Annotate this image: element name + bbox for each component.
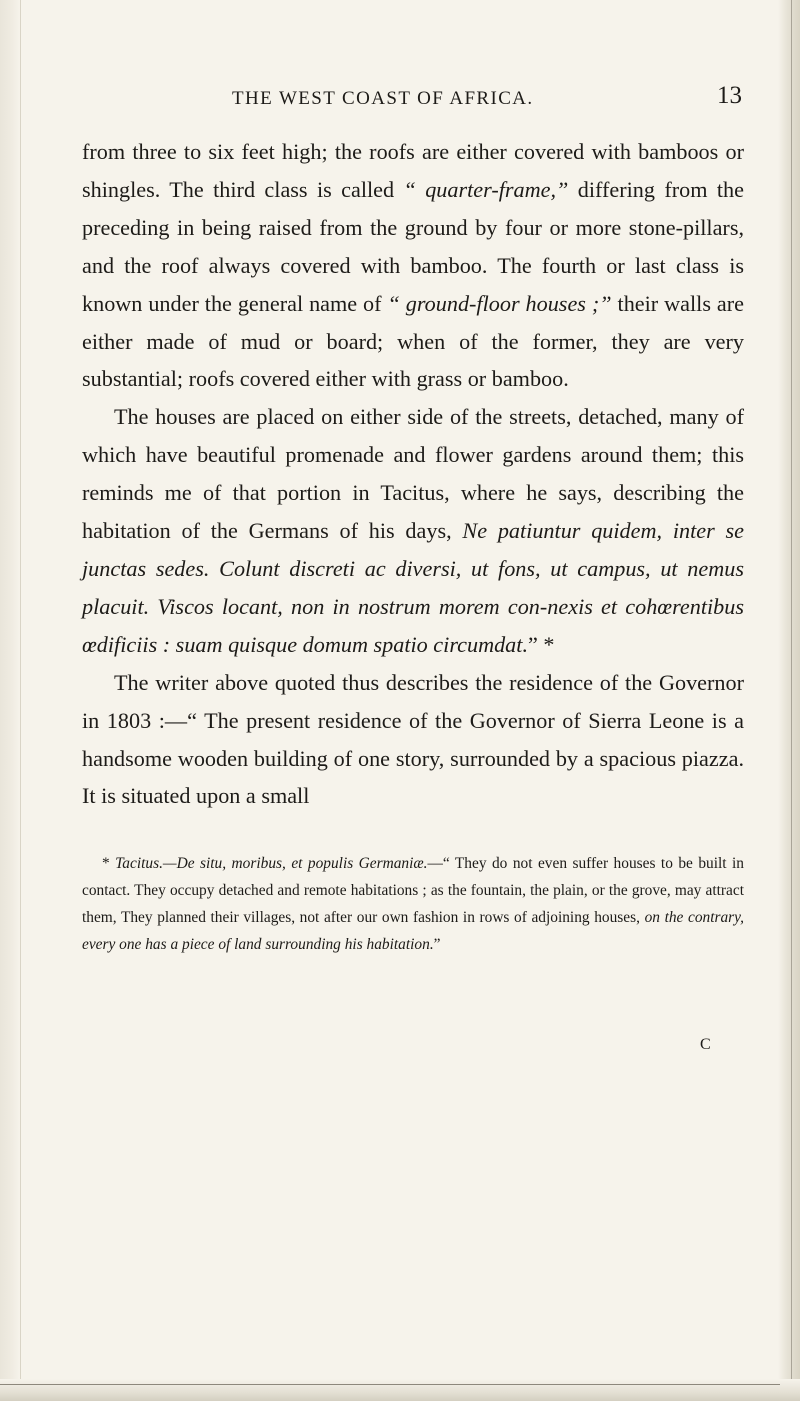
footnote	[82, 851, 744, 959]
paragraph-2	[82, 398, 744, 663]
text-run: The houses are placed on either side of the streets, detached, many of which have beautiful promenade and flower gardens around them; this reminds me of that portion in Tacitus, where he says, describing the habitation of the Germans of his days,	[82, 404, 744, 544]
text-run: The writer above quoted thus describes the residence of the Governor in 1803 :—“ The present residence of the Governor of Sierra Leone is a handsome wooden building of one story, surrounded by a spacious piazza. It is situated upon a small	[82, 669, 744, 809]
bottom-edge	[0, 1379, 800, 1401]
binding-edge	[0, 0, 21, 1401]
footnote-marker: *	[102, 855, 116, 872]
text-run: differing from the preceding in being raised from the ground by four or more stone-pillars, and the roof always covered with bamboo. The fourth or last class is known under the general name of	[82, 176, 744, 316]
footnote-italic-text: on the contrary, every one has a piece of land surrounding his habitation.	[82, 908, 744, 953]
latin-quotation: Ne patiuntur quidem, inter se junctas sedes. Colunt discreti ac diversi, ut fons, ut campus, ut nemus placuit. Viscos locant, non in nostrum morem con-nexis et cohœrentibus œdificiis : suam quisque domum spatio circumdat.	[82, 518, 744, 657]
footnote-text: ”	[433, 935, 441, 953]
text-run: ” *	[528, 631, 555, 657]
bottom-line	[0, 1384, 780, 1385]
footnote-text: —“ They do not even suffer houses to be built in contact. They occupy detached and remote habitations ; as the fountain, the plain, or the grove, may attract them, They planned their villages, not after our own fashion in rows of adjoining houses,	[82, 855, 744, 926]
footnote-paragraph	[82, 851, 744, 959]
paragraph-3	[82, 664, 744, 816]
footnote-source: Tacitus.—De situ, moribus, et populis Germaniæ.	[115, 855, 428, 872]
body-text	[82, 133, 744, 815]
gutter-line	[791, 0, 792, 1401]
page-header	[82, 82, 742, 118]
text-run: from three to six feet high; the roofs are either covered with bamboos or shingles. The third class is called	[82, 139, 744, 202]
signature-mark: C	[700, 1036, 711, 1053]
paragraph-1	[82, 133, 744, 398]
text-run: their walls are either made of mud or board; when of the former, they are very substantial; roofs covered either with grass or bamboo.	[82, 290, 744, 392]
running-title: THE WEST COAST OF AFRICA.	[232, 88, 534, 109]
page-number: 13	[717, 82, 742, 109]
italic-term: “ ground-floor houses ;”	[387, 290, 612, 316]
page-gutter	[778, 0, 800, 1401]
italic-term: “ quarter-frame,”	[403, 176, 569, 202]
